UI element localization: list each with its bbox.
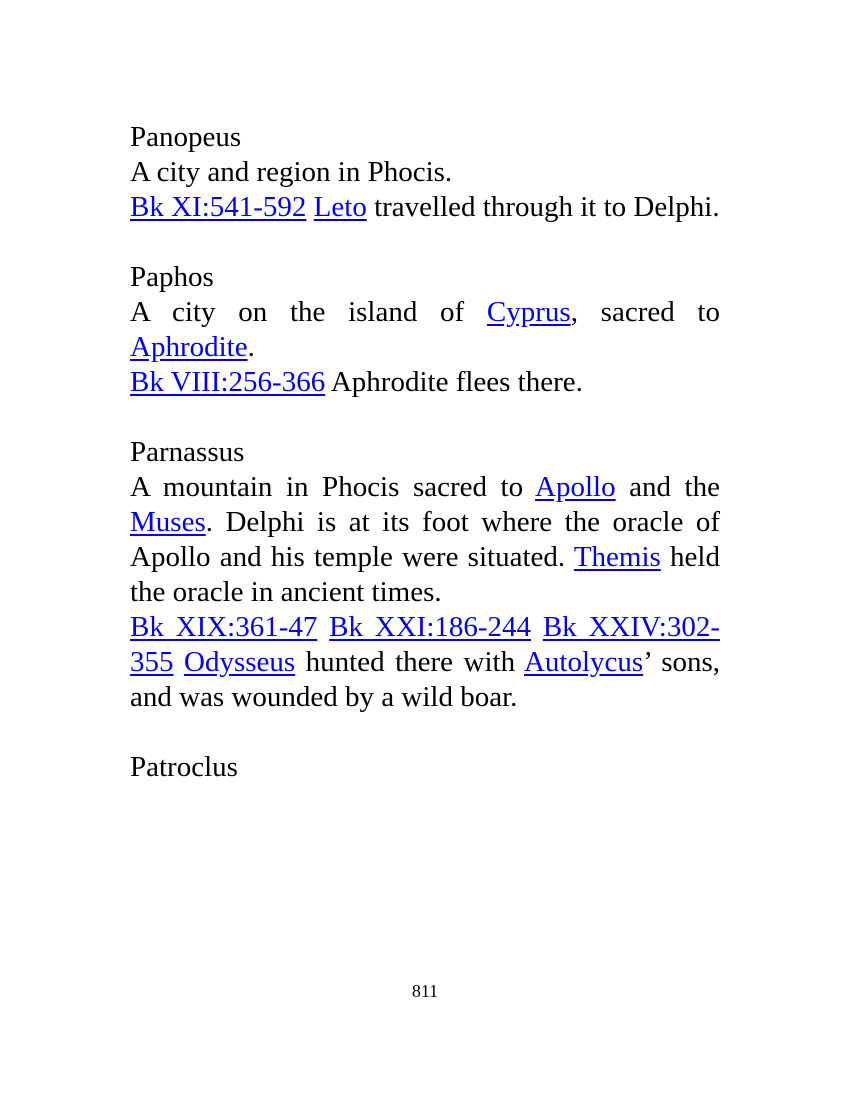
book-link[interactable]: Bk XIX:361-47	[130, 611, 318, 643]
book-link[interactable]: Bk XI:541-592	[130, 191, 307, 223]
book-link[interactable]: Bk XXI:186-244	[329, 611, 532, 643]
entry-panopeus	[130, 120, 720, 225]
entry-reference	[130, 190, 720, 225]
cyprus-link[interactable]: Cyprus	[486, 296, 571, 328]
entry-title: Paphos	[130, 261, 214, 293]
entry-reference	[130, 365, 720, 400]
description-text: . Delphi is at its foot where the oracle of Apollo and his temple were situated.	[130, 506, 720, 573]
reference-text: Aphrodite flees there.	[325, 366, 583, 398]
entry-description	[130, 295, 720, 365]
reference-text: hunted there with	[295, 646, 524, 678]
autolycus-link[interactable]: Autolycus	[523, 646, 644, 678]
page-number: 811	[411, 981, 439, 1001]
themis-link[interactable]: Themis	[573, 541, 661, 573]
muses-link[interactable]: Muses	[130, 506, 206, 538]
description-text: , sacred to	[570, 296, 720, 328]
description-text: .	[247, 331, 255, 363]
entry-description: A city and region in Phocis.	[130, 156, 453, 188]
aphrodite-link[interactable]: Aphrodite	[130, 331, 248, 363]
entry-patroclus	[130, 750, 720, 785]
description-text: A mountain in Phocis sacred to	[130, 471, 536, 503]
reference-text: travelled through it to Delphi.	[366, 191, 720, 223]
description-text: held the oracle in ancient times.	[130, 541, 720, 608]
entry-paphos	[130, 260, 720, 400]
entry-title: Parnassus	[130, 436, 245, 468]
reference-text: ’ sons, and was wounded by a wild boar.	[130, 646, 721, 713]
odysseus-link[interactable]: Odysseus	[184, 646, 296, 678]
entry-title: Panopeus	[130, 121, 242, 153]
description-text: A city on the island of	[130, 296, 487, 328]
description-text: and the	[615, 471, 720, 503]
leto-link[interactable]: Leto	[313, 191, 367, 223]
entry-reference	[130, 610, 720, 715]
page-content	[130, 120, 720, 820]
entry-description	[130, 470, 720, 610]
book-link[interactable]: Bk VIII:256-366	[130, 366, 326, 398]
entry-parnassus	[130, 435, 720, 715]
apollo-link[interactable]: Apollo	[535, 471, 616, 503]
entry-title: Patroclus	[130, 751, 238, 783]
book-link[interactable]: Bk XXIV:302-355	[130, 611, 721, 678]
